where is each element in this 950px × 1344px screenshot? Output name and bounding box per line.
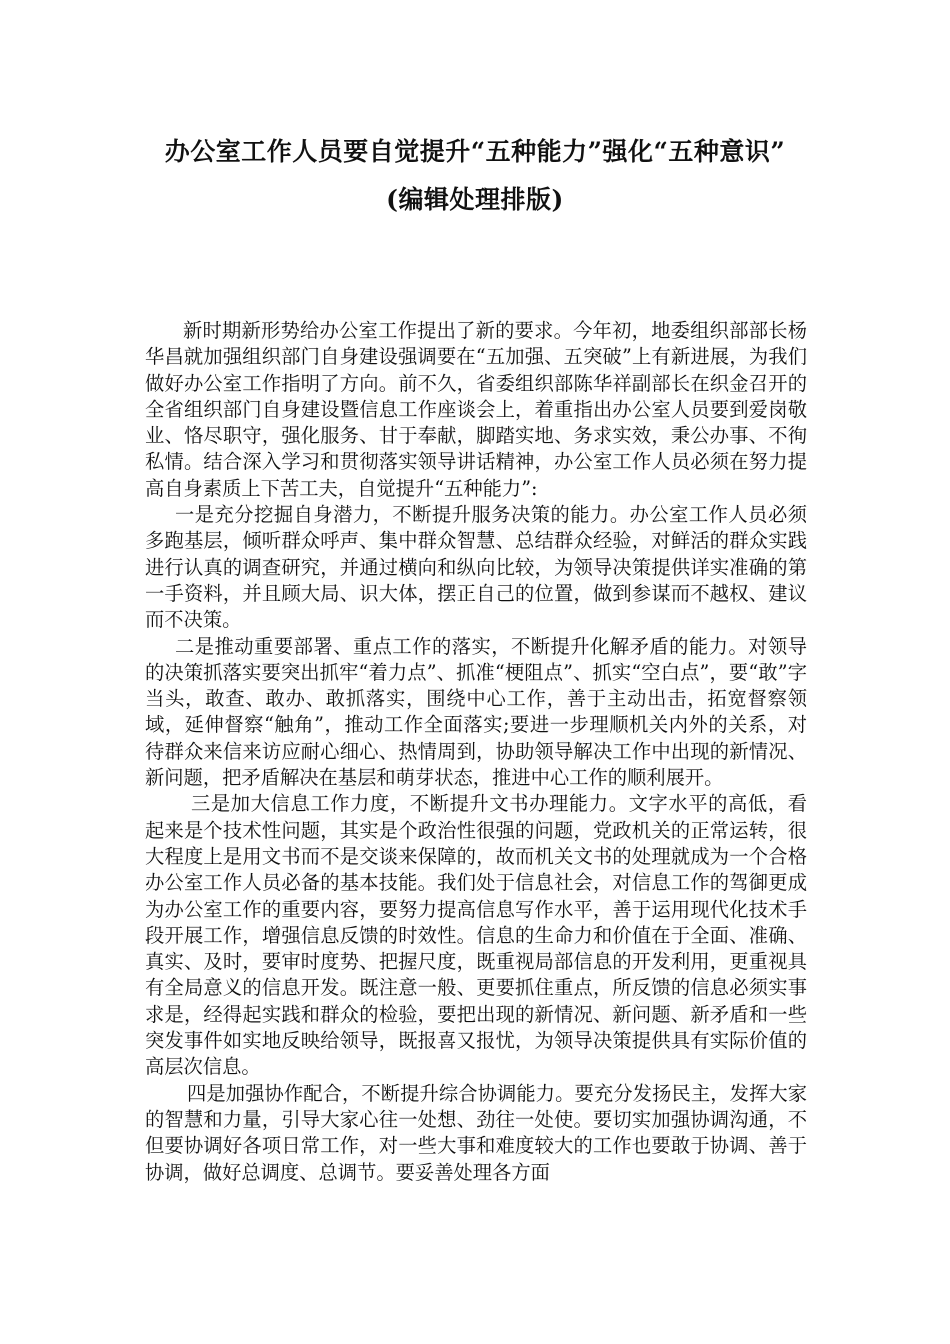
paragraph-ability-4: 四是加强协作配合，不断提升综合协调能力。要充分发扬民主，发挥大家的智慧和力量，引导大家心往一处想、劲往一处使。要切实加强协调沟通，不但要协调好各项日常工作，对一些大事和难度较大的工作也要敢于协调、善于协调，做好总调度、总调节。要妥善处理各方面 xyxy=(145,1081,807,1184)
paragraph-ability-2: 二是推动重要部署、重点工作的落实，不断提升化解矛盾的能力。对领导的决策抓落实要突出抓牢“着力点”、抓准“梗阻点”、抓实“空白点”，要“敢”字当头，敢查、敢办、敢抓落实，围绕中心工作，善于主动出击，拓宽督察领域，延伸督察“触角”，推动工作全面落实;要进一步理顺机关内外的关系，对待群众来信来访应耐心细心、热情周到，协助领导解决工作中出现的新情况、新问题，把矛盾解决在基层和萌芽状态，推进中心工作的顺利展开。 xyxy=(145,634,807,790)
paragraph-ability-3: 三是加大信息工作力度，不断提升文书办理能力。文字水平的高低，看起来是个技术性问题，其实是个政治性很强的问题，党政机关的正常运转，很大程度上是用文书而不是交谈来保障的，故而机关文书的处理就成为一个合格办公室工作人员必备的基本技能。我们处于信息社会，对信息工作的驾御更成为办公室工作的重要内容，要努力提高信息写作水平，善于运用现代化技术手段开展工作，增强信息反馈的时效性。信息的生命力和价值在于全面、准确、真实、及时，要审时度势、把握尺度，既重视局部信息的开发利用，更重视具有全局意义的信息开发。既注意一般、更要抓住重点，所反馈的信息必须实事求是，经得起实践和群众的检验，要把出现的新情况、新问题、新矛盾和一些突发事件如实地反映给领导，既报喜又报忧，为领导决策提供具有实际价值的高层次信息。 xyxy=(145,792,807,1079)
document-subtitle: (编辑处理排版) xyxy=(386,185,564,214)
paragraph-intro: 新时期新形势给办公室工作提出了新的要求。今年初，地委组织部部长杨华昌就加强组织部门自身建设强调要在“五加强、五突破”上有新进展，为我们做好办公室工作指明了方向。前不久，省委组织部陈华祥副部长在织金召开的全省组织部门自身建设暨信息工作座谈会上，着重指出办公室人员要到爱岗敬业、恪尽职守，强化服务、甘于奉献，脚踏实地、务求实效，秉公办事、不徇私情。结合深入学习和贯彻落实领导讲话精神，办公室工作人员必须在努力提高自身素质上下苦工夫，自觉提升“五种能力”: xyxy=(145,319,807,500)
document-body xyxy=(145,318,807,1186)
document-title: 办公室工作人员要自觉提升“五种能力”强化“五种意识” xyxy=(164,137,786,166)
paragraph-ability-1: 一是充分挖掘自身潜力，不断提升服务决策的能力。办公室工作人员必须多跑基层，倾听群众呼声、集中群众智慧、总结群众经验，对鲜活的群众实践进行认真的调查研究，并通过横向和纵向比较，为领导决策提供详实准确的第一手资料，并且顾大局、识大体，摆正自己的位置，做到参谋而不越权、建议而不决策。 xyxy=(145,503,807,632)
